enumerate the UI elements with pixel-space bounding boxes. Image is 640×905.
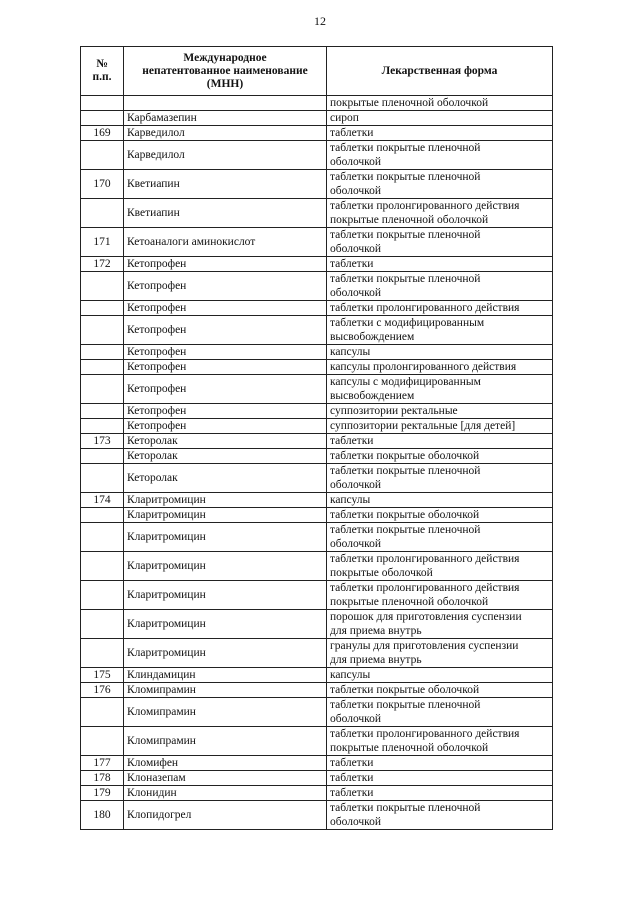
form-cell: таблетки покрытые пленочной оболочкой xyxy=(327,801,553,830)
row-number-cell: 176 xyxy=(81,683,124,698)
inn-cell: Кеторолак xyxy=(124,434,327,449)
row-number-cell: 171 xyxy=(81,228,124,257)
inn-cell: Кветиапин xyxy=(124,170,327,199)
inn-cell: Кломипрамин xyxy=(124,683,327,698)
row-number-cell xyxy=(81,449,124,464)
form-cell: таблетки xyxy=(327,771,553,786)
inn-cell: Кеторолак xyxy=(124,464,327,493)
form-cell: таблетки пролонгированного действия xyxy=(327,301,553,316)
form-cell: таблетки покрытые оболочкой xyxy=(327,449,553,464)
row-number-cell xyxy=(81,552,124,581)
header-inn: Международное непатентованное наименование (МНН) xyxy=(124,47,327,96)
row-number-cell xyxy=(81,375,124,404)
form-cell: таблетки покрытые пленочной оболочкой xyxy=(327,464,553,493)
inn-cell: Кларитромицин xyxy=(124,493,327,508)
table-row xyxy=(81,170,553,199)
inn-cell: Кетопрофен xyxy=(124,404,327,419)
row-number-cell xyxy=(81,610,124,639)
row-number-cell xyxy=(81,360,124,375)
form-cell: таблетки пролонгированного действия покрытые пленочной оболочкой xyxy=(327,581,553,610)
table-row xyxy=(81,404,553,419)
inn-cell: Кломипрамин xyxy=(124,727,327,756)
table-header-row xyxy=(81,47,553,96)
form-cell: таблетки покрытые пленочной оболочкой xyxy=(327,170,553,199)
table-row xyxy=(81,360,553,375)
table-row xyxy=(81,801,553,830)
form-cell: таблетки xyxy=(327,756,553,771)
inn-cell: Кеторолак xyxy=(124,449,327,464)
table-row xyxy=(81,449,553,464)
table-row xyxy=(81,683,553,698)
table-row xyxy=(81,96,553,111)
row-number-cell xyxy=(81,639,124,668)
row-number-cell xyxy=(81,698,124,727)
form-cell: капсулы пролонгированного действия xyxy=(327,360,553,375)
form-cell: порошок для приготовления суспензии для приема внутрь xyxy=(327,610,553,639)
inn-cell: Кетопрофен xyxy=(124,316,327,345)
table-row xyxy=(81,111,553,126)
table-row xyxy=(81,126,553,141)
inn-cell: Кларитромицин xyxy=(124,610,327,639)
table-row xyxy=(81,199,553,228)
table-row xyxy=(81,698,553,727)
inn-cell: Кларитромицин xyxy=(124,581,327,610)
row-number-cell xyxy=(81,199,124,228)
row-number-cell xyxy=(81,581,124,610)
table-row xyxy=(81,639,553,668)
row-number-cell xyxy=(81,345,124,360)
row-number-cell xyxy=(81,316,124,345)
page-number: 12 xyxy=(314,14,326,28)
inn-cell: Кетопрофен xyxy=(124,419,327,434)
form-cell: таблетки пролонгированного действия покрытые пленочной оболочкой xyxy=(327,727,553,756)
form-cell: таблетки xyxy=(327,434,553,449)
row-number-cell: 170 xyxy=(81,170,124,199)
form-cell: сироп xyxy=(327,111,553,126)
form-cell: таблетки покрытые пленочной оболочкой xyxy=(327,228,553,257)
row-number-cell: 180 xyxy=(81,801,124,830)
form-cell: таблетки покрытые оболочкой xyxy=(327,683,553,698)
table-row xyxy=(81,228,553,257)
form-cell: капсулы xyxy=(327,493,553,508)
row-number-cell: 177 xyxy=(81,756,124,771)
row-number-cell: 175 xyxy=(81,668,124,683)
header-form: Лекарственная форма xyxy=(327,47,553,96)
row-number-cell: 173 xyxy=(81,434,124,449)
inn-cell: Кларитромицин xyxy=(124,552,327,581)
row-number-cell: 178 xyxy=(81,771,124,786)
inn-cell: Кларитромицин xyxy=(124,508,327,523)
table-row xyxy=(81,301,553,316)
inn-cell: Клоназепам xyxy=(124,771,327,786)
form-cell: таблетки xyxy=(327,786,553,801)
row-number-cell xyxy=(81,96,124,111)
form-cell: таблетки xyxy=(327,257,553,272)
table-row xyxy=(81,610,553,639)
inn-cell: Кломипрамин xyxy=(124,698,327,727)
header-num: № п.п. xyxy=(81,47,124,96)
row-number-cell: 172 xyxy=(81,257,124,272)
drug-table xyxy=(80,46,553,830)
table-row xyxy=(81,464,553,493)
table-row xyxy=(81,419,553,434)
inn-cell: Клопидогрел xyxy=(124,801,327,830)
form-cell: капсулы xyxy=(327,668,553,683)
form-cell: таблетки пролонгированного действия покрытые пленочной оболочкой xyxy=(327,199,553,228)
table-row xyxy=(81,786,553,801)
row-number-cell: 174 xyxy=(81,493,124,508)
table-row xyxy=(81,508,553,523)
inn-cell: Кларитромицин xyxy=(124,523,327,552)
row-number-cell xyxy=(81,523,124,552)
form-cell: суппозитории ректальные xyxy=(327,404,553,419)
inn-cell: Кларитромицин xyxy=(124,639,327,668)
form-cell: таблетки покрытые пленочной оболочкой xyxy=(327,141,553,170)
form-cell: покрытые пленочной оболочкой xyxy=(327,96,553,111)
row-number-cell xyxy=(81,301,124,316)
row-number-cell: 179 xyxy=(81,786,124,801)
form-cell: капсулы с модифицированным высвобождением xyxy=(327,375,553,404)
inn-cell: Кетопрофен xyxy=(124,345,327,360)
row-number-cell xyxy=(81,272,124,301)
inn-cell: Клонидин xyxy=(124,786,327,801)
table-row xyxy=(81,316,553,345)
inn-cell xyxy=(124,96,327,111)
row-number-cell xyxy=(81,508,124,523)
form-cell: гранулы для приготовления суспензии для приема внутрь xyxy=(327,639,553,668)
inn-cell: Карведилол xyxy=(124,141,327,170)
table-row xyxy=(81,523,553,552)
form-cell: таблетки покрытые пленочной оболочкой xyxy=(327,698,553,727)
inn-cell: Кетопрофен xyxy=(124,360,327,375)
row-number-cell: 169 xyxy=(81,126,124,141)
table-row xyxy=(81,345,553,360)
table-row xyxy=(81,668,553,683)
form-cell: капсулы xyxy=(327,345,553,360)
inn-cell: Кетоаналоги аминокислот xyxy=(124,228,327,257)
row-number-cell xyxy=(81,111,124,126)
inn-cell: Клиндамицин xyxy=(124,668,327,683)
inn-cell: Кетопрофен xyxy=(124,257,327,272)
inn-cell: Кетопрофен xyxy=(124,301,327,316)
inn-cell: Карведилол xyxy=(124,126,327,141)
table-row xyxy=(81,493,553,508)
table-row xyxy=(81,581,553,610)
form-cell: таблетки покрытые пленочной оболочкой xyxy=(327,523,553,552)
table-row xyxy=(81,552,553,581)
table-row xyxy=(81,257,553,272)
form-cell: суппозитории ректальные [для детей] xyxy=(327,419,553,434)
inn-cell: Кетопрофен xyxy=(124,375,327,404)
table-row xyxy=(81,141,553,170)
form-cell: таблетки xyxy=(327,126,553,141)
row-number-cell xyxy=(81,141,124,170)
table-row xyxy=(81,756,553,771)
form-cell: таблетки покрытые пленочной оболочкой xyxy=(327,272,553,301)
row-number-cell xyxy=(81,464,124,493)
table-row xyxy=(81,272,553,301)
table-row xyxy=(81,771,553,786)
inn-cell: Карбамазепин xyxy=(124,111,327,126)
form-cell: таблетки пролонгированного действия покрытые оболочкой xyxy=(327,552,553,581)
inn-cell: Кветиапин xyxy=(124,199,327,228)
form-cell: таблетки с модифицированным высвобождением xyxy=(327,316,553,345)
inn-cell: Кломифен xyxy=(124,756,327,771)
table-row xyxy=(81,375,553,404)
table-row xyxy=(81,727,553,756)
table-row xyxy=(81,434,553,449)
row-number-cell xyxy=(81,404,124,419)
inn-cell: Кетопрофен xyxy=(124,272,327,301)
row-number-cell xyxy=(81,419,124,434)
row-number-cell xyxy=(81,727,124,756)
form-cell: таблетки покрытые оболочкой xyxy=(327,508,553,523)
